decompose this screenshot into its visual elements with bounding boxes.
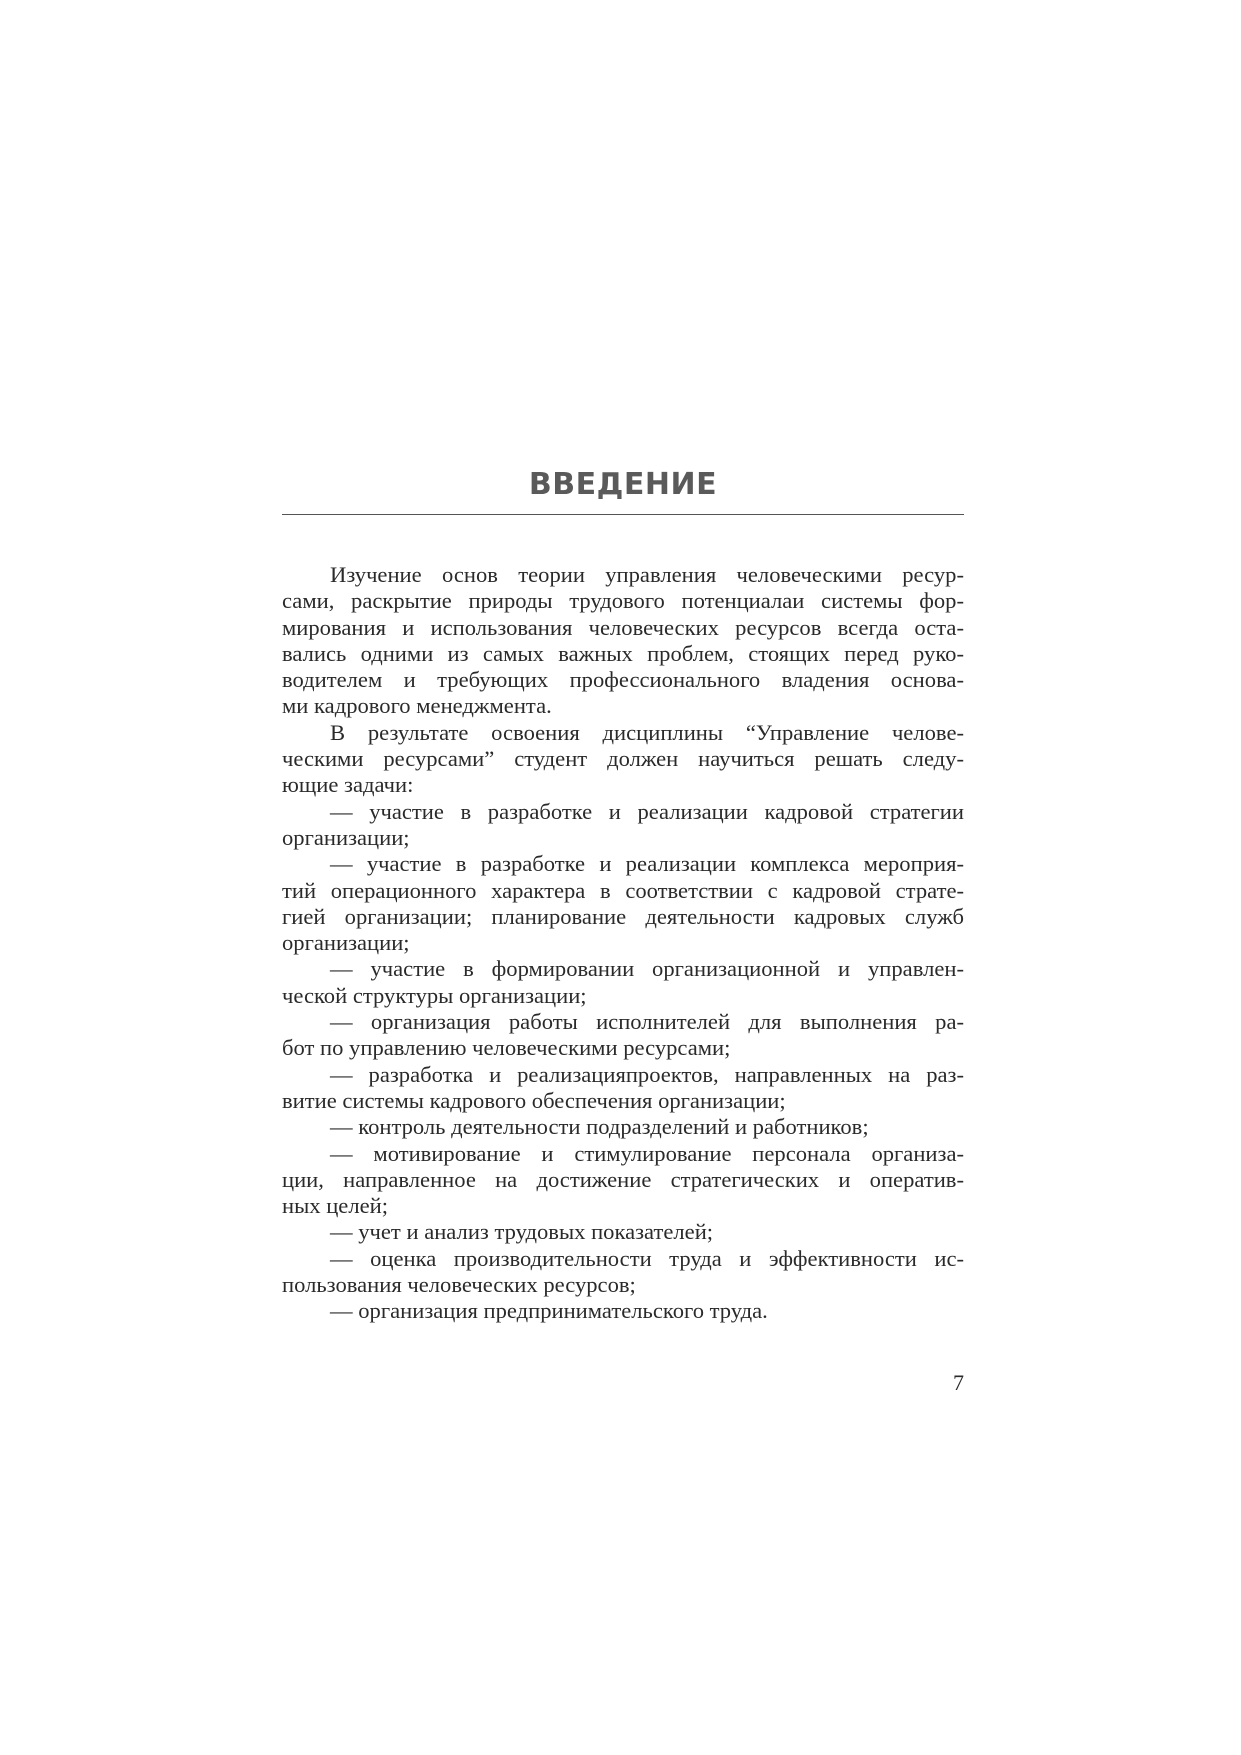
text-line: сами, раскрытие природы трудового потенциалаи системы фор-: [282, 588, 964, 614]
list-item-line: витие системы кадрового обеспечения организации;: [282, 1087, 786, 1113]
list-item-line: — организация предпринимательского труда.: [330, 1298, 768, 1324]
list-item-line: бот по управлению человеческими ресурсами;: [282, 1035, 731, 1061]
body-text: [282, 562, 964, 1325]
list-item-line: — оценка производительности труда и эффективности ис-: [330, 1245, 964, 1271]
list-item-line: — учет и анализ трудовых показателей;: [330, 1219, 714, 1245]
text-line: водителем и требующих профессионального владения основа-: [282, 667, 964, 693]
list-item-line: — мотивирование и стимулирование персонала организа-: [330, 1140, 964, 1166]
list-item-line: организации;: [282, 930, 410, 956]
heading-rule: [282, 514, 964, 515]
text-line: В результате освоения дисциплины “Управление челове-: [330, 719, 964, 745]
list-item-line: ческой структуры организации;: [282, 982, 587, 1008]
list-item-line: тий операционного характера в соответствии с кадровой страте-: [282, 877, 964, 903]
text-line: вались одними из самых важных проблем, стоящих перед руко-: [282, 640, 964, 666]
list-item-line: — контроль деятельности подразделений и работников;: [330, 1114, 869, 1140]
text-line: ющие задачи:: [282, 772, 414, 798]
list-item-line: — разработка и реализацияпроектов, направленных на раз-: [330, 1061, 964, 1087]
list-item-line: пользования человеческих ресурсов;: [282, 1272, 636, 1298]
list-item-line: — участие в разработке и реализации комплекса мероприя-: [330, 851, 964, 877]
page-number: 7: [953, 1370, 964, 1395]
list-item-line: ции, направленное на достижение стратегических и оператив-: [282, 1166, 964, 1192]
chapter-heading: ВВЕДЕНИЕ: [528, 467, 718, 502]
list-item-line: — организация работы исполнителей для выполнения ра-: [330, 1009, 964, 1035]
text-line: ми кадрового менеджмента.: [282, 693, 552, 719]
list-item-line: — участие в разработке и реализации кадровой стратегии: [330, 798, 964, 824]
list-item-line: ных целей;: [282, 1193, 389, 1219]
list-item-line: — участие в формировании организационной и управлен-: [330, 956, 964, 982]
text-line: Изучение основ теории управления человеческими ресур-: [330, 562, 964, 587]
text-line: ческими ресурсами” студент должен научиться решать следу-: [282, 746, 964, 772]
list-item-line: гией организации; планирование деятельности кадровых служб: [282, 903, 964, 929]
text-line: мирования и использования человеческих ресурсов всегда оста-: [282, 614, 964, 640]
list-item-line: организации;: [282, 824, 410, 850]
